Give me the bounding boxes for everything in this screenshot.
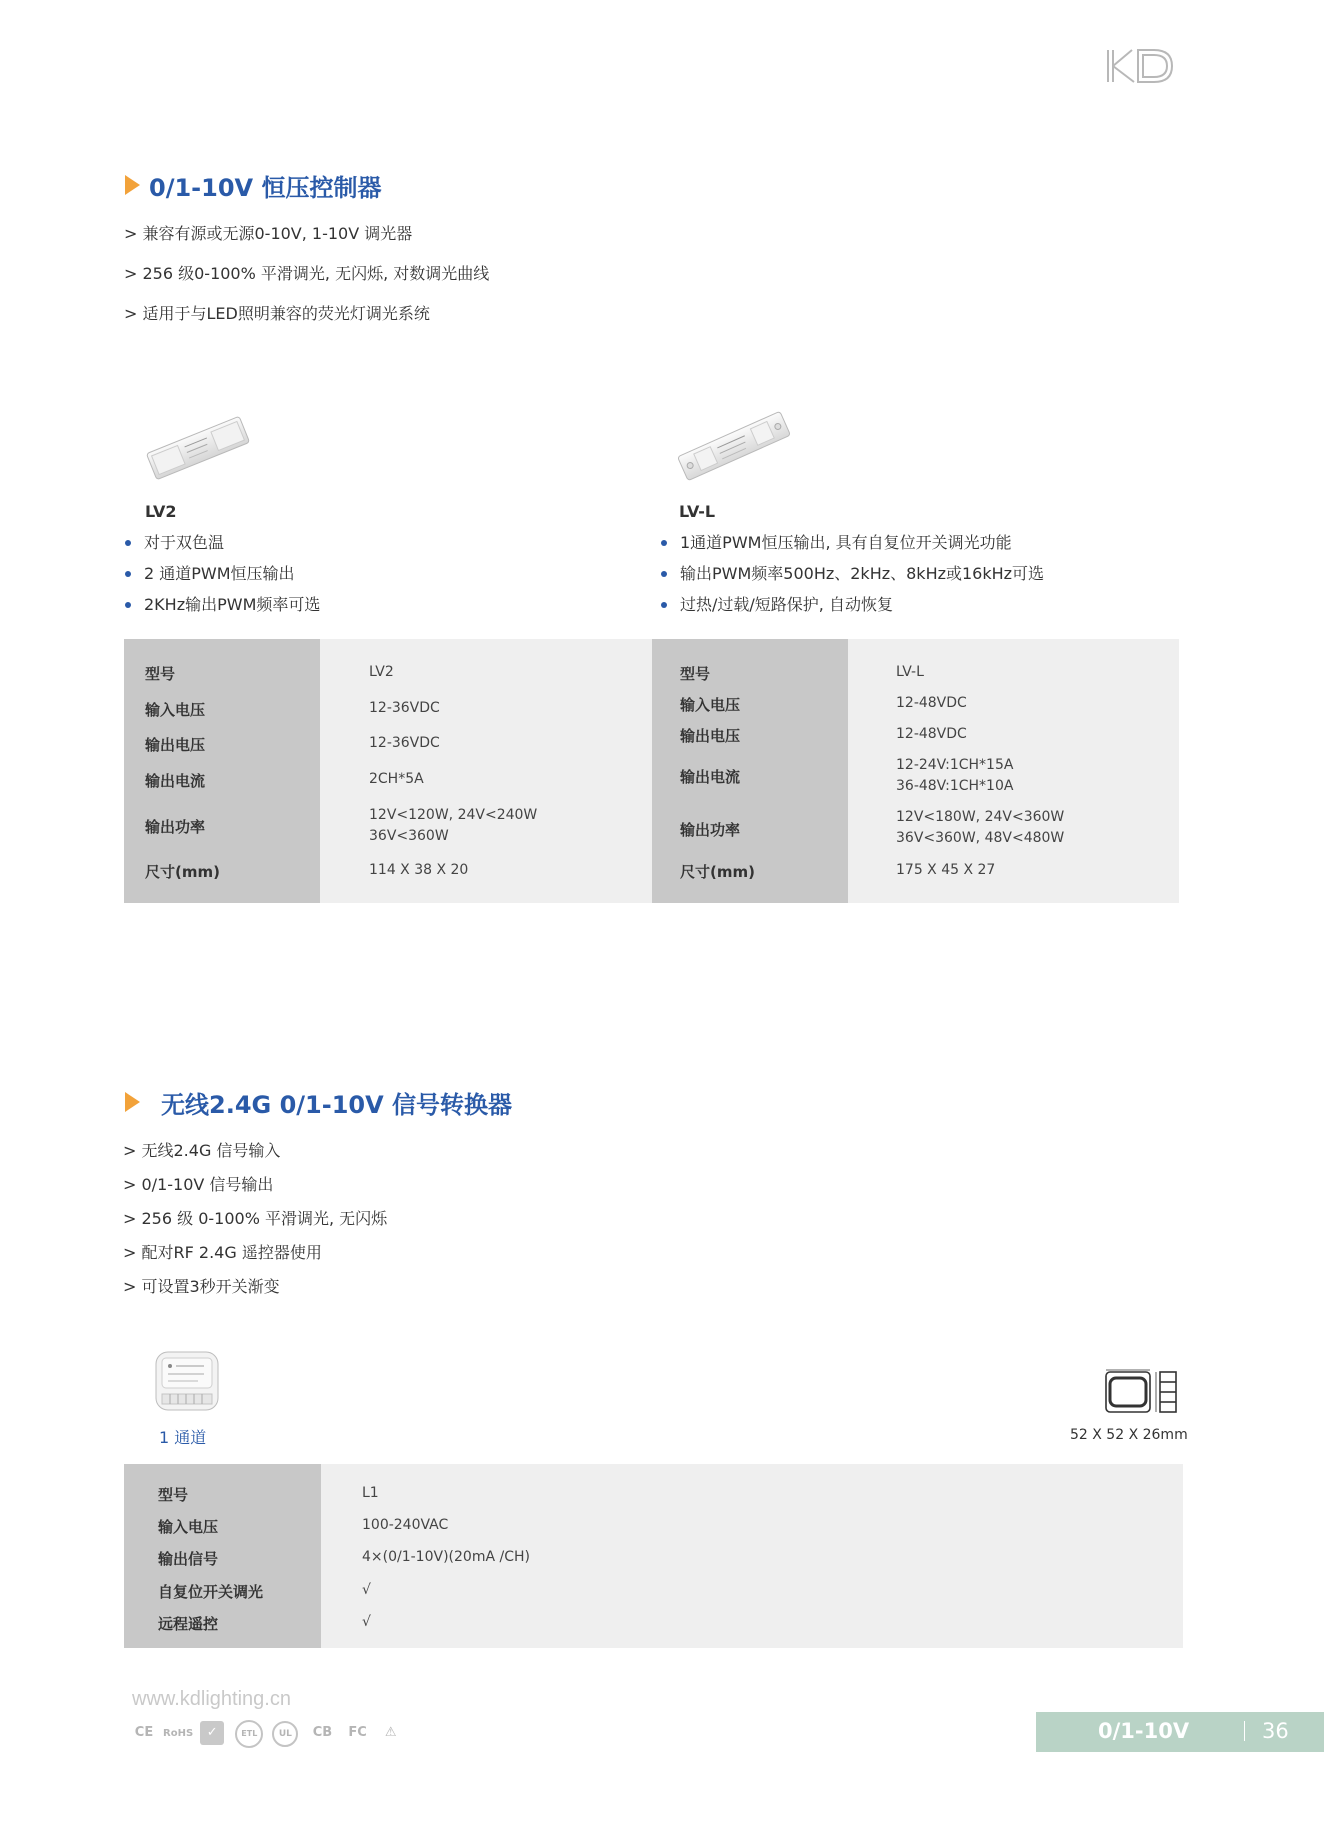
spec-label: 型号 <box>680 665 711 683</box>
spec-value: 12V<120W, 24V<240W <box>369 807 538 823</box>
product-name-lvl: LV-L <box>679 502 716 521</box>
etl-icon: ETL <box>235 1720 263 1748</box>
spec-label: 输入电压 <box>680 696 741 714</box>
section1-feature-1: > 兼容有源或无源0-10V, 1-10V 调光器 <box>124 224 413 243</box>
kd-logo <box>1104 46 1176 86</box>
spec-value: √ <box>362 1614 371 1630</box>
ul-icon: UL <box>272 1721 298 1747</box>
section2-feature-4: > 配对RF 2.4G 遥控器使用 <box>123 1243 322 1262</box>
spec-label: 输入电压 <box>145 701 206 719</box>
spec-value: 175 X 45 X 27 <box>896 862 996 878</box>
spec-value: L1 <box>362 1485 379 1501</box>
spec-value: 12-48VDC <box>896 726 967 742</box>
section2-feature-3: > 256 级 0-100% 平滑调光, 无闪烁 <box>123 1209 388 1228</box>
section2-feature-5: > 可设置3秒开关渐变 <box>123 1277 280 1296</box>
lv2-bullet-list <box>122 527 320 620</box>
footer-category: 0/1-10V <box>1098 1719 1190 1743</box>
spec-label: 输入电压 <box>158 1518 219 1536</box>
cb-icon: CB <box>312 1725 333 1740</box>
spec-label: 输出电压 <box>145 736 206 754</box>
spec-label: 输出功率 <box>680 821 741 839</box>
spec-value: LV-L <box>896 664 924 680</box>
footer-divider <box>1244 1721 1245 1741</box>
list-item: 1通道PWM恒压输出, 具有自复位开关调光功能 <box>658 527 1044 558</box>
section1-feature-2: > 256 级0-100% 平滑调光, 无闪烁, 对数调光曲线 <box>124 264 490 283</box>
check-cert-icon: ✓ <box>200 1721 224 1745</box>
spec-value: 12V<180W, 24V<360W <box>896 809 1065 825</box>
spec-label: 输出功率 <box>145 818 206 836</box>
section1-title: 0/1-10V 恒压控制器 <box>149 174 382 202</box>
lvl-bullet-list <box>658 527 1044 620</box>
spec-value: 36V<360W <box>369 828 449 844</box>
weee-icon: ⚠ <box>384 1725 397 1740</box>
spec-label: 自复位开关调光 <box>158 1583 264 1601</box>
lv2-spec-table <box>124 639 652 903</box>
rohs-icon: RoHS <box>163 1728 194 1739</box>
spec-label-column <box>124 1464 321 1648</box>
bullet-dot-icon <box>661 540 667 546</box>
list-item: 2KHz输出PWM频率可选 <box>122 589 320 620</box>
spec-label: 尺寸(mm) <box>145 863 220 881</box>
spec-value: 36V<360W, 48V<480W <box>896 830 1065 846</box>
spec-value: 12-36VDC <box>369 700 440 716</box>
spec-label: 型号 <box>145 665 176 683</box>
product-name-lv2: LV2 <box>145 502 177 521</box>
lvl-product-image <box>674 405 794 487</box>
l1-product-image <box>152 1348 222 1414</box>
fcc-icon: FC <box>348 1725 367 1740</box>
bullet-dot-icon <box>661 602 667 608</box>
dimensions-label: 52 X 52 X 26mm <box>1070 1427 1188 1443</box>
spec-value: 114 X 38 X 20 <box>369 862 469 878</box>
list-item: 过热/过载/短路保护, 自动恢复 <box>658 589 1044 620</box>
list-item: 2 通道PWM恒压输出 <box>122 558 320 589</box>
lvl-spec-table <box>652 639 1179 903</box>
spec-label: 远程遥控 <box>158 1615 219 1633</box>
section1-feature-3: > 适用于与LED照明兼容的荧光灯调光系统 <box>124 304 430 323</box>
page-number: 36 <box>1262 1719 1289 1743</box>
spec-value: 12-48VDC <box>896 695 967 711</box>
spec-value: 12-36VDC <box>369 735 440 751</box>
ce-icon: CE <box>134 1725 154 1740</box>
spec-value: 12-24V:1CH*15A <box>896 757 1014 773</box>
l1-spec-table <box>124 1464 1183 1648</box>
bullet-dot-icon <box>661 571 667 577</box>
channel-label: 1 通道 <box>159 1428 207 1447</box>
website-url[interactable]: www.kdlighting.cn <box>132 1688 291 1710</box>
bullet-dot-icon <box>125 571 131 577</box>
spec-label: 输出电压 <box>680 727 741 745</box>
spec-label: 输出信号 <box>158 1550 219 1568</box>
spec-value: 4×(0/1-10V)(20mA /CH) <box>362 1549 530 1565</box>
list-item: 对于双色温 <box>122 527 320 558</box>
spec-value: 36-48V:1CH*10A <box>896 778 1014 794</box>
section2-feature-1: > 无线2.4G 信号输入 <box>123 1141 281 1160</box>
section2-feature-2: > 0/1-10V 信号输出 <box>123 1175 274 1194</box>
spec-value: LV2 <box>369 664 394 680</box>
spec-value: √ <box>362 1582 371 1598</box>
certification-row <box>132 1720 404 1748</box>
section-marker-icon <box>125 175 140 195</box>
lv2-product-image <box>142 408 254 488</box>
list-item: 输出PWM频率500Hz、2kHz、8kHz或16kHz可选 <box>658 558 1044 589</box>
spec-label: 型号 <box>158 1486 189 1504</box>
spec-value: 2CH*5A <box>369 771 424 787</box>
bullet-dot-icon <box>125 540 131 546</box>
dimension-drawing-icon <box>1104 1368 1184 1416</box>
section-marker-icon <box>125 1092 140 1112</box>
bullet-dot-icon <box>125 602 131 608</box>
spec-label: 输出电流 <box>680 768 741 786</box>
spec-label: 尺寸(mm) <box>680 863 755 881</box>
spec-label: 输出电流 <box>145 772 206 790</box>
section2-title: 无线2.4G 0/1-10V 信号转换器 <box>161 1091 513 1119</box>
spec-value: 100-240VAC <box>362 1517 449 1533</box>
